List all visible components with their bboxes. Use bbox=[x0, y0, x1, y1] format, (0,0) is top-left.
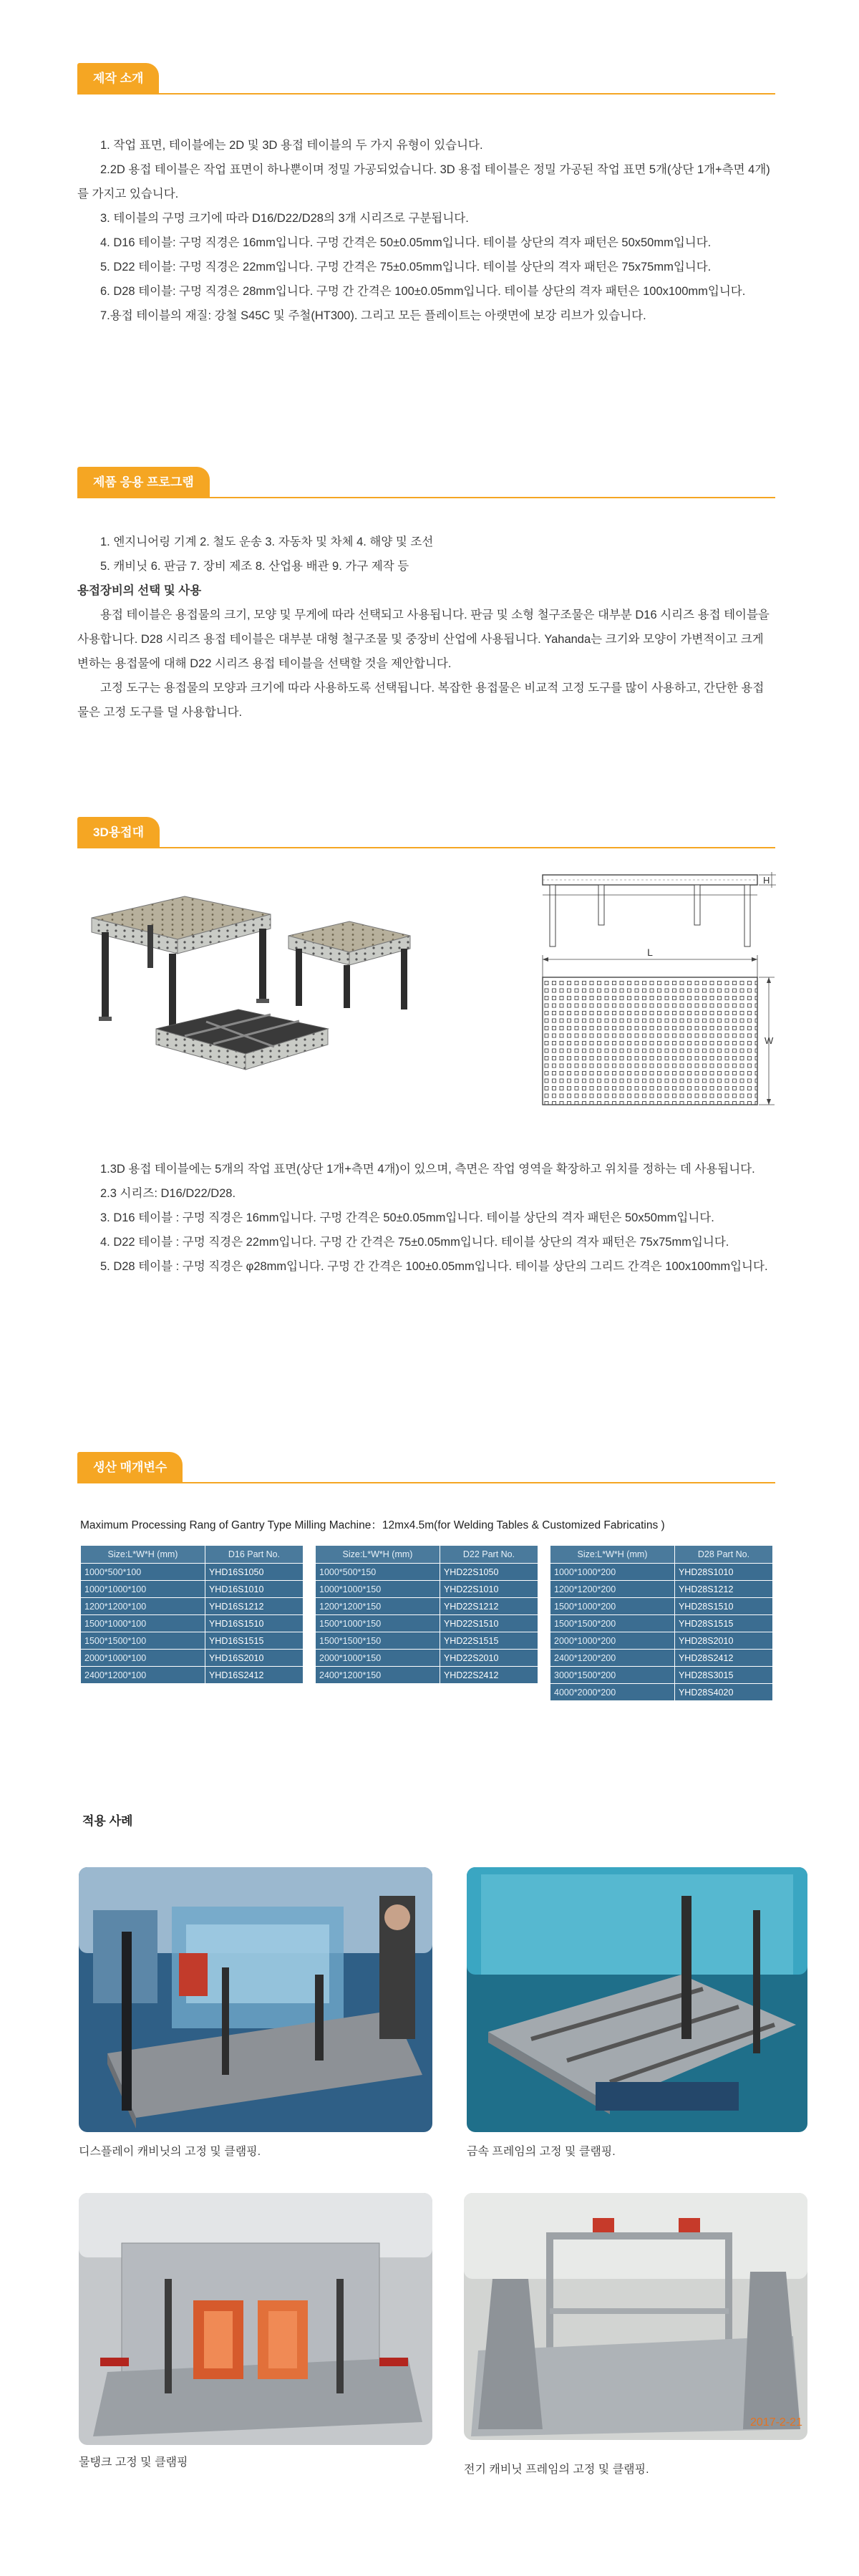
section-application-title: 제품 응용 프로그램 bbox=[77, 467, 210, 498]
table-cell: 1500*1500*100 bbox=[81, 1632, 205, 1649]
table-row bbox=[81, 1615, 303, 1632]
table-cell: YHD16S1010 bbox=[205, 1581, 303, 1597]
case-photo-display-cabinet bbox=[79, 1867, 432, 2132]
table-row bbox=[316, 1615, 538, 1632]
application-list-1: 1. 엔지니어링 기계 2. 철도 운송 3. 자동차 및 차체 4. 해양 및 조선 bbox=[100, 536, 434, 548]
section-intro-header bbox=[77, 63, 775, 95]
intro-line-5: 5. D22 테이블: 구멍 직경은 22mm입니다. 구멍 간격은 75±0.05mm입니다. 테이블 상단의 격자 패턴은 75x75mm입니다. bbox=[100, 261, 712, 273]
table3d-line-1: 1.3D 용접 테이블에는 5개의 작업 표면(상단 1개+측면 4개)이 있으며, 측면은 작업 영역을 확장하고 위치를 정하는 데 사용됩니다. bbox=[100, 1163, 755, 1176]
case-photo-metal-frame bbox=[467, 1867, 807, 2132]
application-subtitle: 용접장비의 선택 및 사용 bbox=[77, 584, 202, 597]
dimension-drawing bbox=[535, 859, 779, 1117]
spec-d16-header-size: Size:L*W*H (mm) bbox=[81, 1546, 205, 1563]
case-caption-4: 전기 캐비닛 프레임의 고정 및 클램핑. bbox=[464, 2464, 649, 2476]
table-row bbox=[81, 1581, 303, 1597]
table-cell: YHD28S1010 bbox=[675, 1564, 772, 1580]
table-cell: YHD16S1212 bbox=[205, 1598, 303, 1614]
table-cell: 4000*2000*200 bbox=[550, 1684, 674, 1700]
table-cell: 2000*1000*150 bbox=[316, 1650, 440, 1666]
table-cell: 1200*1200*100 bbox=[81, 1598, 205, 1614]
table-row bbox=[316, 1564, 538, 1580]
table3d-line-4: 4. D22 테이블 : 구멍 직경은 22mm입니다. 구멍 간 간격은 75±0.05mm입니다. 테이블 상단의 격자 패턴은 75x75mm입니다. bbox=[100, 1236, 729, 1249]
table-cell: YHD16S1515 bbox=[205, 1632, 303, 1649]
intro-line-7: 7.용접 테이블의 재질: 강철 S45C 및 주철(HT300). 그리고 모든 플레이트는 아랫면에 보강 리브가 있습니다. bbox=[100, 309, 646, 322]
table3d-line-2: 2.3 시리즈: D16/D22/D28. bbox=[100, 1187, 236, 1200]
case-caption-3: 물탱크 고정 및 클램핑 bbox=[79, 2456, 188, 2469]
intro-line-1: 1. 작업 표면, 테이블에는 2D 및 3D 용접 테이블의 두 가지 유형이 있습니다. bbox=[100, 139, 483, 152]
table-cell: 1500*1000*150 bbox=[316, 1615, 440, 1632]
spec-d22-header-size: Size:L*W*H (mm) bbox=[316, 1546, 440, 1563]
table-cell: YHD22S1050 bbox=[440, 1564, 538, 1580]
application-text bbox=[77, 530, 775, 725]
case-photo-water-tank bbox=[79, 2193, 432, 2445]
table-cell: YHD28S1212 bbox=[675, 1581, 772, 1597]
table-cell: YHD28S2010 bbox=[675, 1632, 772, 1649]
table-cell: YHD22S1010 bbox=[440, 1581, 538, 1597]
spec-caption: Maximum Processing Rang of Gantry Type Milling Machine：12mx4.5m(for Welding Tables & Customized Fabricatins ) bbox=[80, 1519, 665, 1531]
table3d-line-5: 5. D28 테이블 : 구멍 직경은 φ28mm입니다. 구멍 간 간격은 100±0.05mm입니다. 테이블 상단의 그리드 간격은 100x100mm입니다. bbox=[100, 1260, 768, 1273]
table-cell: 2400*1200*100 bbox=[81, 1667, 205, 1683]
table-cell: YHD16S2010 bbox=[205, 1650, 303, 1666]
table-row bbox=[550, 1581, 772, 1597]
dimension-l-label: L bbox=[647, 946, 653, 958]
table-cell: 2400*1200*150 bbox=[316, 1667, 440, 1683]
spec-table-d28 bbox=[550, 1545, 773, 1701]
table-row bbox=[550, 1615, 772, 1632]
table-cell: 1000*1000*200 bbox=[550, 1564, 674, 1580]
table-cell: 1500*1000*200 bbox=[550, 1598, 674, 1614]
application-list-2: 5. 캐비닛 6. 판금 7. 장비 제조 8. 산업용 배관 9. 가구 제작 등 bbox=[100, 560, 409, 573]
application-para-1: 용접 테이블은 용접물의 크기, 모양 및 무게에 따라 선택되고 사용됩니다. 판금 및 소형 철구조물은 대부분 D16 시리즈 용접 테이블을 사용합니다. D28 시리즈 용접 테이블은 대부분 대형 철구조물 및 중장비 산업에 사용됩니다. Yahanda는 크기와 모양이 가변적이고 크게 변하는 용접물에 대해 D22 시리즈 용접 테이블을 선택할 것을 제안합니다. bbox=[77, 609, 770, 670]
table-row bbox=[550, 1684, 772, 1700]
table-cell: YHD16S1050 bbox=[205, 1564, 303, 1580]
table-cell: YHD22S1212 bbox=[440, 1598, 538, 1614]
section-intro-title: 제작 소개 bbox=[77, 63, 159, 95]
table-cell: YHD22S2412 bbox=[440, 1667, 538, 1683]
table-cell: 2000*1000*100 bbox=[81, 1650, 205, 1666]
case-photo-electric-cabinet bbox=[464, 2193, 807, 2440]
table-row bbox=[316, 1581, 538, 1597]
table-cell: YHD28S1515 bbox=[675, 1615, 772, 1632]
table-row bbox=[550, 1564, 772, 1580]
table-row bbox=[550, 1667, 772, 1683]
welding-table-illustration bbox=[77, 882, 457, 1075]
table-cell: YHD28S3015 bbox=[675, 1667, 772, 1683]
cases-title: 적용 사례 bbox=[82, 1814, 133, 1828]
table-cell: 1200*1200*200 bbox=[550, 1581, 674, 1597]
intro-line-4: 4. D16 테이블: 구멍 직경은 16mm입니다. 구멍 간격은 50±0.05mm입니다. 테이블 상단의 격자 패턴은 50x50mm입니다. bbox=[100, 236, 712, 249]
table-cell: 3000*1500*200 bbox=[550, 1667, 674, 1683]
table-row bbox=[550, 1650, 772, 1666]
table-cell: YHD16S2412 bbox=[205, 1667, 303, 1683]
table-row bbox=[316, 1632, 538, 1649]
spec-d22-header-part: D22 Part No. bbox=[440, 1546, 538, 1563]
table-cell: 1000*1000*100 bbox=[81, 1581, 205, 1597]
table-row bbox=[81, 1598, 303, 1614]
table-row bbox=[316, 1598, 538, 1614]
spec-table-d22 bbox=[315, 1545, 538, 1684]
dimension-w-label: W bbox=[765, 1035, 774, 1046]
table3d-text bbox=[77, 1157, 775, 1279]
table-cell: YHD28S2412 bbox=[675, 1650, 772, 1666]
table-cell: YHD22S1510 bbox=[440, 1615, 538, 1632]
table-row bbox=[81, 1667, 303, 1683]
spec-table-d16 bbox=[80, 1545, 304, 1684]
section-3d-header bbox=[77, 817, 775, 848]
table-row bbox=[550, 1598, 772, 1614]
table-cell: YHD16S1510 bbox=[205, 1615, 303, 1632]
spec-d28-header-part: D28 Part No. bbox=[675, 1546, 772, 1563]
section-application-header bbox=[77, 467, 775, 498]
section-params-title: 생산 매개변수 bbox=[77, 1452, 183, 1483]
table-row bbox=[316, 1650, 538, 1666]
intro-line-6: 6. D28 테이블: 구멍 직경은 28mm입니다. 구멍 간 간격은 100±0.05mm입니다. 테이블 상단의 격자 패턴은 100x100mm입니다. bbox=[100, 285, 746, 298]
table-cell: 1500*1500*150 bbox=[316, 1632, 440, 1649]
application-para-2: 고정 도구는 용접물의 모양과 크기에 따라 사용하도록 선택됩니다. 복잡한 용접물은 비교적 고정 도구를 많이 사용하고, 간단한 용접물은 고정 도구를 덜 사용합니다. bbox=[77, 682, 765, 719]
case-caption-2: 금속 프레임의 고정 및 클램핑. bbox=[467, 2146, 616, 2158]
table-cell: 1000*1000*150 bbox=[316, 1581, 440, 1597]
table-cell: 1200*1200*150 bbox=[316, 1598, 440, 1614]
case-caption-1: 디스플레이 캐비닛의 고정 및 클램핑. bbox=[79, 2146, 261, 2158]
intro-line-2: 2.2D 용접 테이블은 작업 표면이 하나뿐이며 정밀 가공되었습니다. 3D 용접 테이블은 정밀 가공된 작업 표면 5개(상단 1개+측면 4개)를 가지고 있습니다. bbox=[77, 163, 770, 200]
table-cell: YHD22S2010 bbox=[440, 1650, 538, 1666]
table-row bbox=[81, 1632, 303, 1649]
table-cell: 1500*1000*100 bbox=[81, 1615, 205, 1632]
table-cell: YHD28S4020 bbox=[675, 1684, 772, 1700]
section-params-header bbox=[77, 1452, 775, 1483]
section-3d-title: 3D용접대 bbox=[77, 817, 160, 848]
dimension-h-label: H bbox=[763, 875, 770, 886]
spec-d16-header-part: D16 Part No. bbox=[205, 1546, 303, 1563]
table-cell: 1000*500*150 bbox=[316, 1564, 440, 1580]
intro-line-3: 3. 테이블의 구멍 크기에 따라 D16/D22/D28의 3개 시리즈로 구분됩니다. bbox=[100, 212, 469, 225]
spec-d28-header-size: Size:L*W*H (mm) bbox=[550, 1546, 674, 1563]
table-cell: YHD22S1515 bbox=[440, 1632, 538, 1649]
intro-text bbox=[77, 133, 775, 328]
table-cell: 1000*500*100 bbox=[81, 1564, 205, 1580]
table-cell: YHD28S1510 bbox=[675, 1598, 772, 1614]
table-row bbox=[81, 1564, 303, 1580]
table-cell: 2400*1200*200 bbox=[550, 1650, 674, 1666]
table-cell: 1500*1500*200 bbox=[550, 1615, 674, 1632]
table-row bbox=[550, 1632, 772, 1649]
table3d-line-3: 3. D16 테이블 : 구멍 직경은 16mm입니다. 구멍 간격은 50±0.05mm입니다. 테이블 상단의 격자 패턴은 50x50mm입니다. bbox=[100, 1211, 714, 1224]
table-cell: 2000*1000*200 bbox=[550, 1632, 674, 1649]
table-row bbox=[316, 1667, 538, 1683]
table-row bbox=[81, 1650, 303, 1666]
photo-date-stamp: 2017-2-21 bbox=[750, 2416, 802, 2429]
